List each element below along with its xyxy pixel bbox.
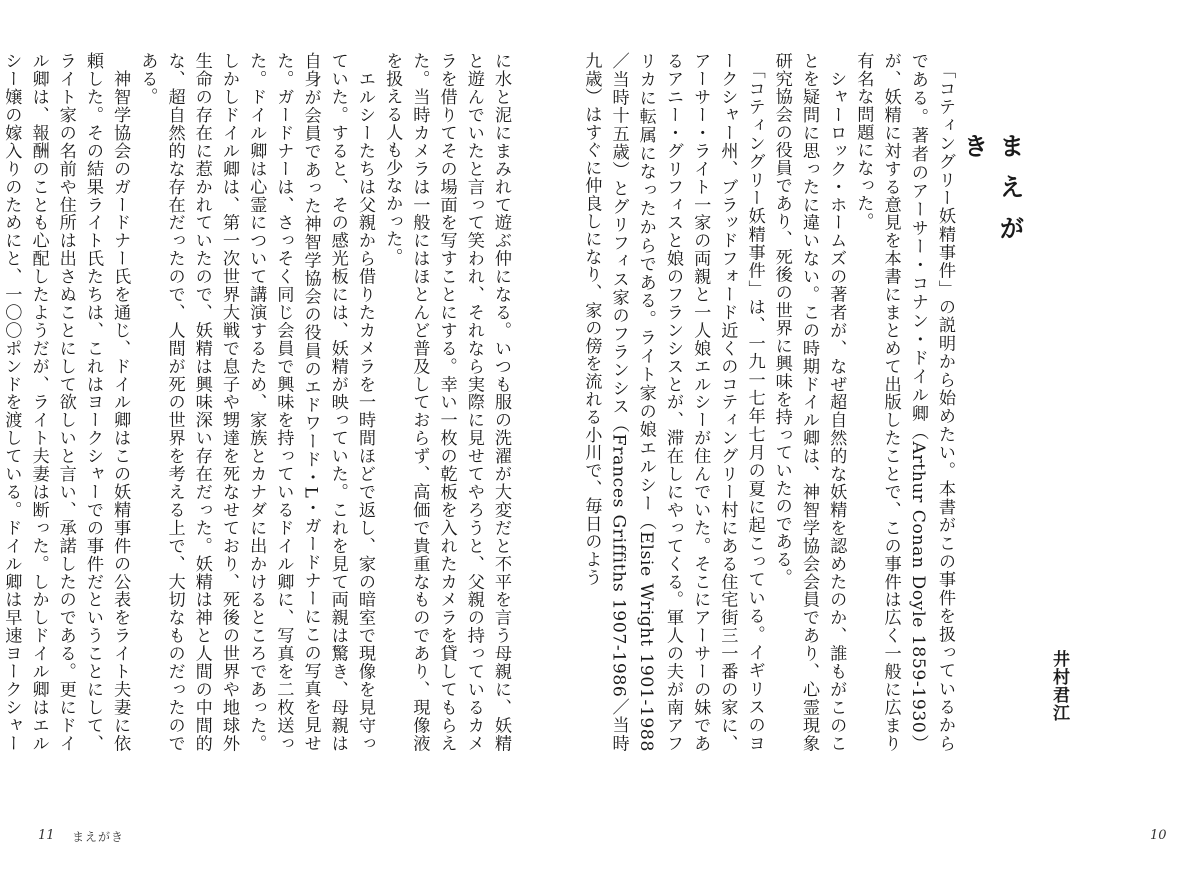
right-page-number: 10 [1150, 828, 1167, 843]
running-head: まえがき [72, 830, 125, 844]
right-page [581, 0, 1200, 879]
right-page-body-text: 「コティングリー妖精事件」の説明から始めたい。本書がこの事件を扱っているからである。著者のアーサー・コナン・ドイル卿（Arthur Conan Doyle 1859-1930）が、妖精に対する意見を本書にまとめて出版したことで、この事件は広く一般に広まり有名な問題になった。 シャーロック・ホームズの著者が、なぜ超自然的な妖精を認めたのか、誰もがこのことを疑問に思ったに違いない。この時期ドイル卿は、神智学協会会員であり、心霊現象研究協会の役員であり、死後の世界に興味を持っていたのである。 「コティングリー妖精事件」は、一九一七年七月の夏に起こっている。イギリスのヨークシャー州、ブラッドフォード近くのコティングリー村にある住宅街三一番の家に、アーサー・ライト一家の両親と一人娘エルシーが住んでいた。そこにアーサーの妹であるアニー・グリフィスと娘のフランシスとが、滞在しにやってくる。軍人の夫が南アフリカに転属になったからである。ライト家の娘エルシー（Elsie Wright 1901-1988／当時十五歳）とグリフィス家のフランシス（Frances Griffiths 1907-1986／当時九歳）はすぐに仲良しになり、家の傍を流れる小川で、毎日のよう [581, 52, 955, 752]
left-page-body-text: に水と泥にまみれて遊ぶ仲になる。いつも服の洗濯が大変だと不平を言う母親に、妖精と遊んでいたと言って笑われ、それなら実際に見せてやろうと、父親の持っているカメラを借りてその場面を写すことにする。幸い一枚の乾板を入れたカメラを貸してもらえた。当時カメラは一般にはほとんど普及しておらず、高価で貴重なものであり、現像液を扱える人も少なかった。 エルシーたちは父親から借りたカメラを一時間ほどで返し、家の暗室で現像を見守っていた。すると、その感光板には、妖精が映っていた。これを見て両親は驚き、母親は自身が会員であった神智学協会の役員のエドワード・L・ガードナーにこの写真を見せた。ガードナーは、さっそく同じ会員で興味を持っているドイル卿に、写真を二枚送った。ドイル卿は心霊について講演するため、家族とカナダに出かけるところであった。しかしドイル卿は、第一次世界大戦で息子や甥達を死なせており、死後の世界や地球外生命の存在に惹かれていたので、妖精は興味深い存在だった。妖精は神と人間の中間的な、超自然的な存在だったので、人間が死の世界を考える上で、大切なものだったのである。 神智学協会のガードナー氏を通じ、ドイル卿はこの妖精事件の公表をライト夫妻に依頼した。その結果ライト氏たちは、これはヨークシャーでの事件だということにして、ライト家の名前や住所は出さぬことにして欲しいと言い、承諾したのである。更にドイル卿は、報酬のことも心配したようだが、ライト夫妻は断った。しかしドイル卿はエルシー嬢の嫁入りのためにと、一〇〇ポンドを渡している。ドイル卿は早速ヨークシャー [1, 52, 511, 752]
chapter-title: まえがき [960, 133, 1025, 256]
author-name: 井村君江 [1049, 650, 1069, 722]
left-page-number: 11 [38, 828, 55, 843]
